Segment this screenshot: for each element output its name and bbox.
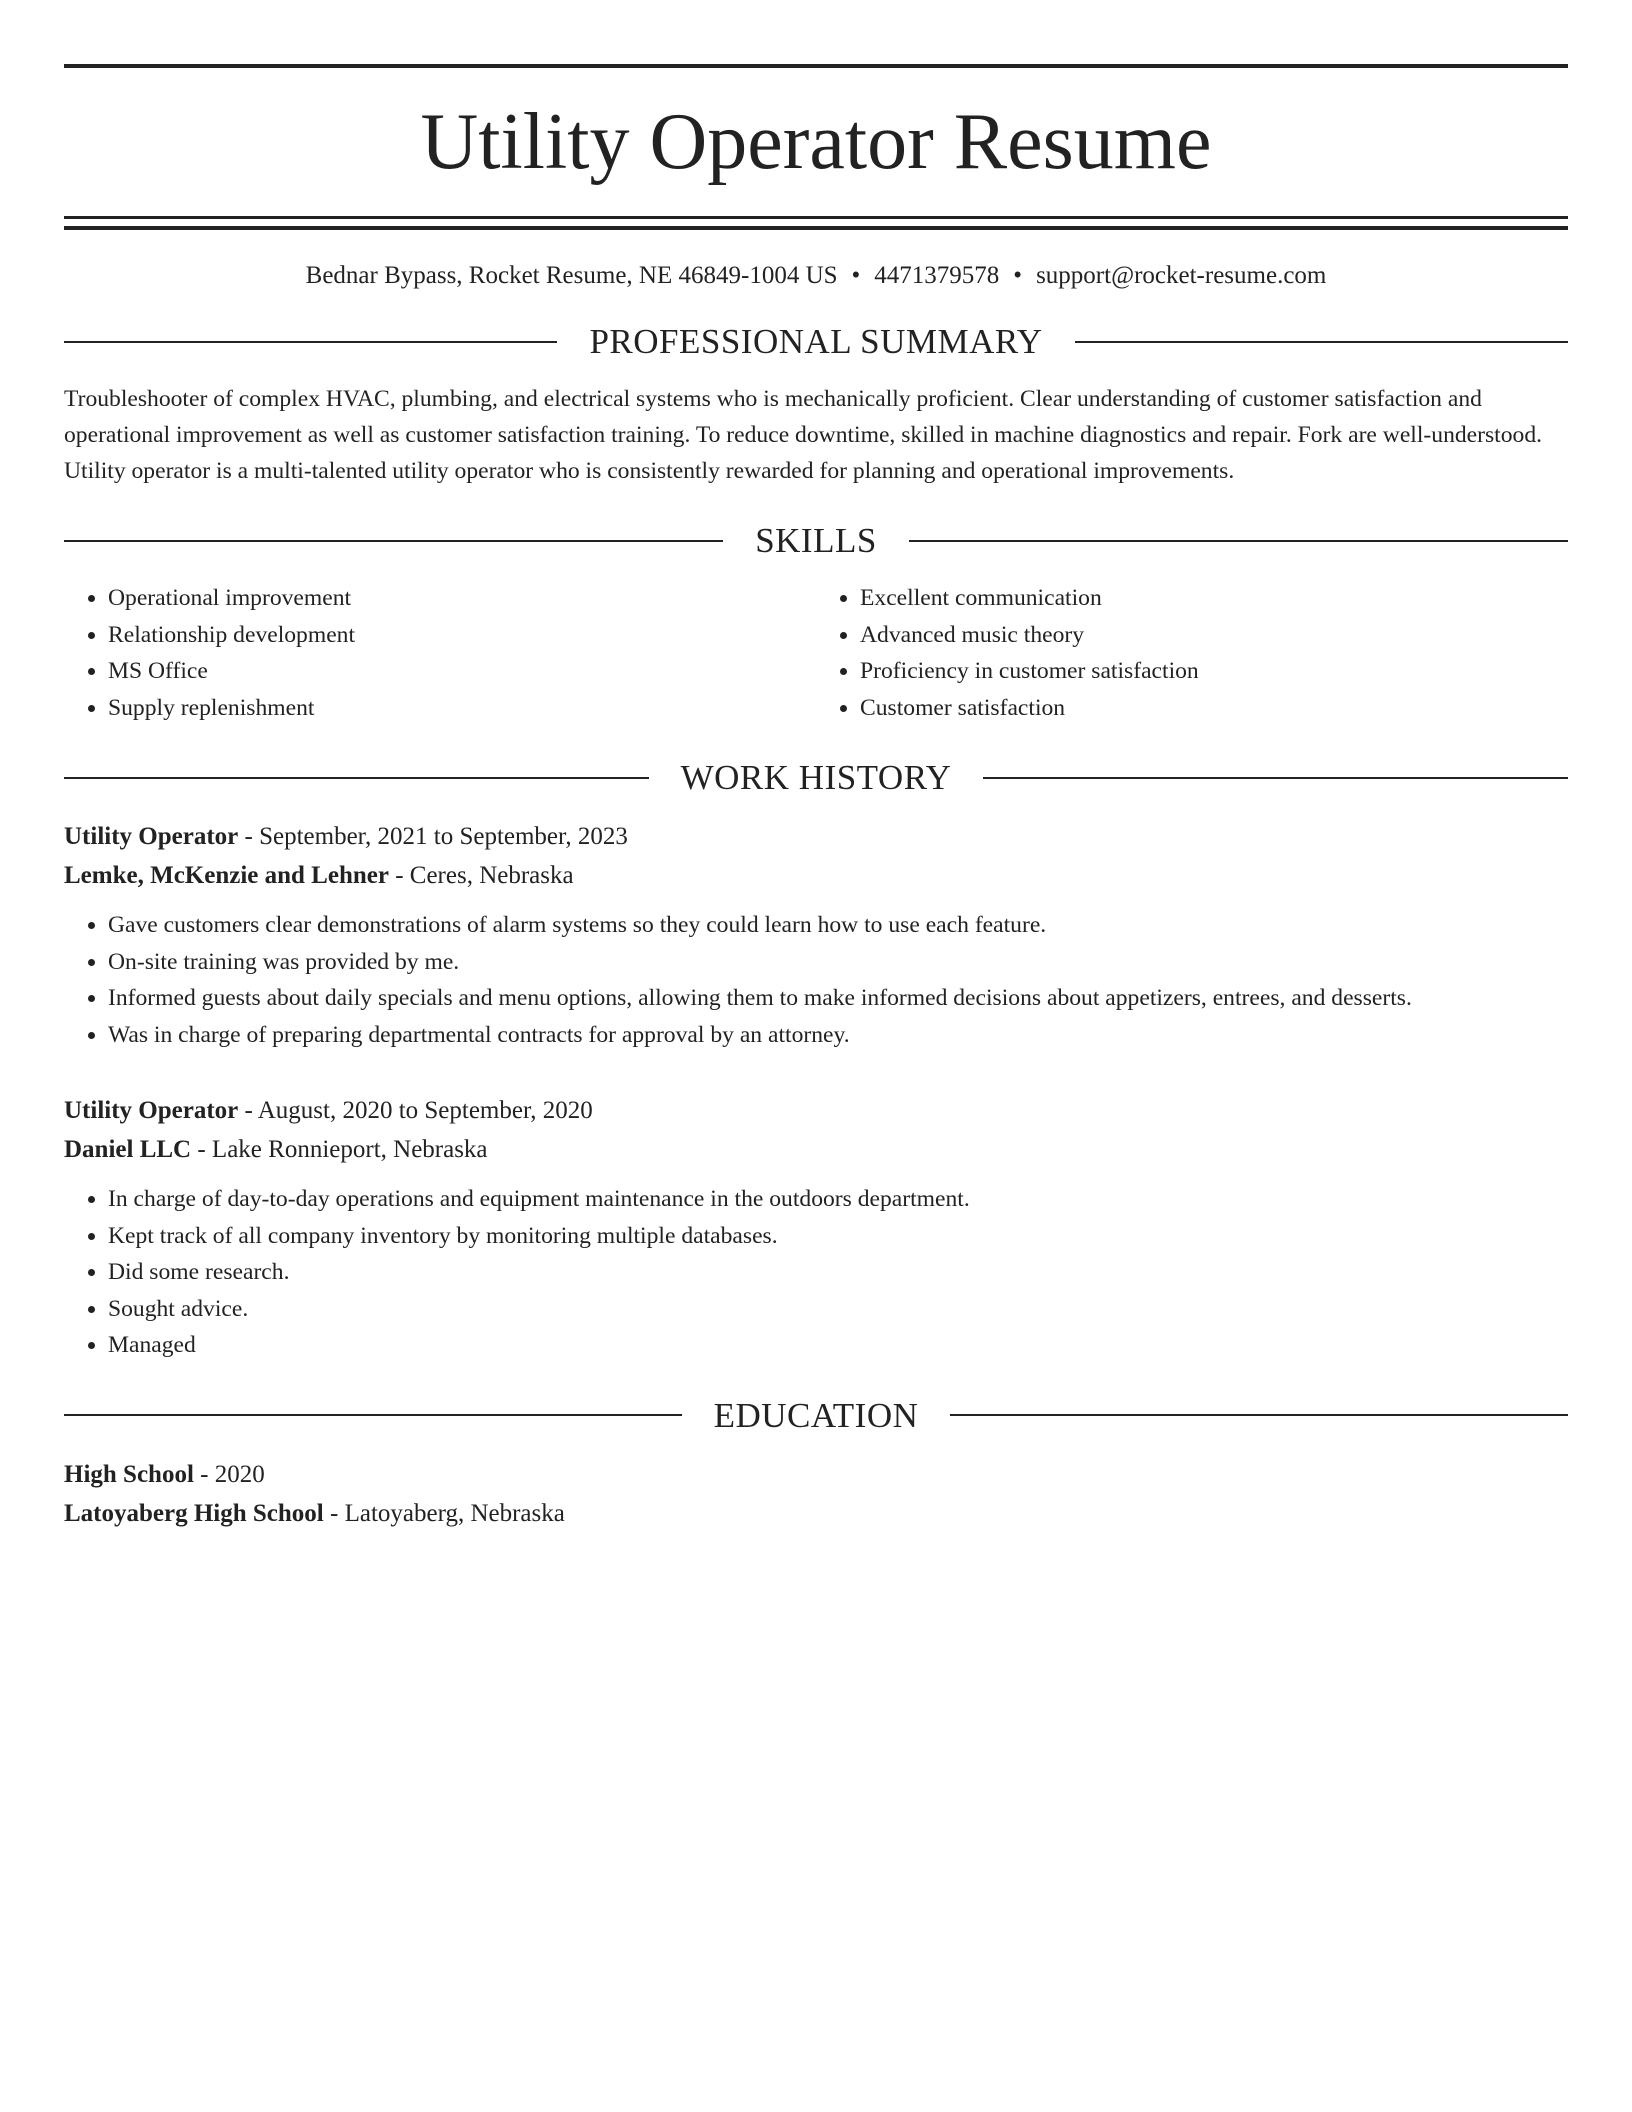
education-school-line [64,1494,1568,1533]
duty-item: • Informed guests about daily specials and menu options, allowing them to make informed decisions about appetizers, entrees, and desserts. [108,980,1568,1017]
job-entry [64,1091,1568,1364]
work-heading-label: WORK HISTORY [680,758,952,797]
skills-heading [64,523,1568,558]
job-location: - Ceres, Nebraska [388,862,574,889]
job-company-line [64,1130,1568,1169]
skill-item: • Proficiency in customer satisfaction [860,653,1568,690]
education-entry [64,1455,1568,1533]
skill-item: • Customer satisfaction [860,690,1568,727]
job-title: Utility Operator [64,823,239,850]
job-location: - Lake Ronnieport, Nebraska [191,1136,488,1163]
job-company: Daniel LLC [64,1136,192,1163]
resume-page [64,64,1568,1533]
education-year: - 2020 [193,1460,265,1488]
heading-rule [64,341,557,343]
heading-rule [64,540,723,542]
job-title-line [64,817,1568,856]
contact-separator: • [1013,262,1023,289]
skills-column-left [64,580,816,726]
education-heading-label: EDUCATION [713,1395,919,1435]
heading-rule [983,777,1568,779]
contact-line [64,262,1568,290]
duty-item: • Sought advice. [108,1291,1568,1328]
heading-rule [909,540,1568,542]
contact-email: support@rocket-resume.com [1036,262,1327,289]
skills-column-right [816,580,1568,726]
skill-item: • Relationship development [108,617,816,654]
job-duties [64,1181,1568,1364]
duty-item: • Was in charge of preparing departmental contracts for approval by an attorney. [108,1017,1568,1054]
heading-rule [64,1414,682,1416]
duty-item: • Kept track of all company inventory by monitoring multiple databases. [108,1218,1568,1255]
duty-item: • On-site training was provided by me. [108,944,1568,981]
double-rule [64,216,1568,230]
education-degree-line [64,1455,1568,1494]
duty-item: • In charge of day-to-day operations and equipment maintenance in the outdoors department. [108,1181,1568,1218]
summary-text: Troubleshooter of complex HVAC, plumbing, and electrical systems who is mechanically proficient. Clear understanding of customer satisfaction and operational improvement as well as customer satisfaction training. To reduce downtime, skilled in machine diagnostics and repair. Fork are well-understood. Utility operator is a multi-talented utility operator who is consistently rewarded for planning and operational improvements. [64,386,1543,484]
job-company-line [64,856,1568,895]
job-entry [64,817,1568,1053]
skill-item: • Advanced music theory [860,617,1568,654]
job-duties [64,907,1568,1053]
skills-heading-label: SKILLS [755,521,877,560]
heading-rule [64,777,649,779]
heading-rule [950,1414,1568,1416]
education-degree: High School [64,1460,194,1488]
job-dates: - August, 2020 to September, 2020 [238,1097,593,1124]
skill-item: • MS Office [108,653,816,690]
contact-address: Bednar Bypass, Rocket Resume, NE 46849-1004 US [305,262,838,289]
duty-item: • Managed [108,1327,1568,1364]
contact-separator: • [851,262,861,289]
work-heading [64,760,1568,795]
duty-item: • Gave customers clear demonstrations of alarm systems so they could learn how to use each feature. [108,907,1568,944]
resume-title: Utility Operator Resume [420,98,1212,186]
summary-heading-label: PROFESSIONAL SUMMARY [589,322,1043,361]
education-heading [64,1395,1568,1435]
heading-rule [1075,341,1568,343]
job-company: Lemke, McKenzie and Lehner [64,862,389,889]
education-school: Latoyaberg High School [64,1499,324,1527]
job-title-line [64,1091,1568,1130]
duty-item: • Did some research. [108,1254,1568,1291]
skill-item: • Supply replenishment [108,690,816,727]
contact-phone: 4471379578 [874,262,1000,289]
job-dates: - September, 2021 to September, 2023 [238,823,628,850]
skills-list [64,580,1568,726]
top-rule [64,64,1568,68]
education-location: - Latoyaberg, Nebraska [323,1499,565,1527]
summary-heading [64,324,1568,359]
skill-item: • Excellent communication [860,580,1568,617]
job-title: Utility Operator [64,1097,239,1124]
skill-item: • Operational improvement [108,580,816,617]
